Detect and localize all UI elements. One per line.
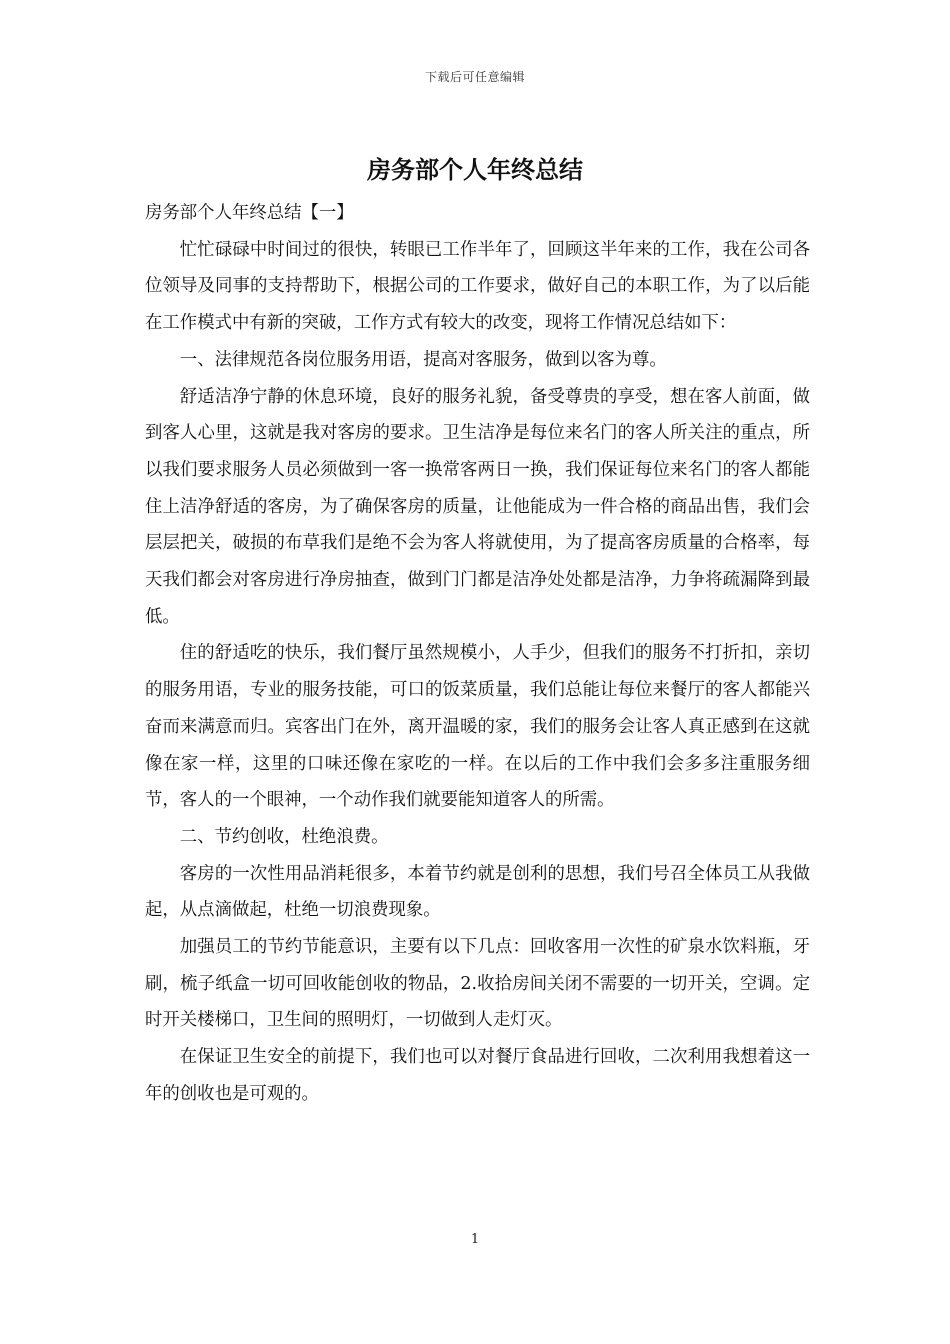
document-body	[145, 195, 810, 1113]
body-paragraph: 忙忙碌碌中时间过的很快，转眼已工作半年了，回顾这半年来的工作，我在公司各位领导及同事的支持帮助下，根据公司的工作要求，做好自己的本职工作，为了以后能在工作模式中有新的突破，工作方式有较大的改变，现将工作情况总结如下：	[145, 239, 810, 334]
body-paragraph: 舒适洁净宁静的休息环境，良好的服务礼貌，备受尊贵的享受，想在客人前面，做到客人心里，这就是我对客房的要求。卫生洁净是每位来名门的客人所关注的重点，所以我们要求服务人员必须做到一客一换常客两日一换，我们保证每位来名门的客人都能住上洁净舒适的客房，为了确保客房的质量，让他能成为一件合格的商品出售，我们会层层把关，破损的布草我们是绝不会为客人将就使用，为了提高客房质量的合格率，每天我们都会对客房进行净房抽查，做到门门都是洁净处处都是洁净，力争将疏漏降到最低。	[145, 386, 810, 627]
body-paragraph: 客房的一次性用品消耗很多，本着节约就是创利的思想，我们号召全体员工从我做起，从点滴做起，杜绝一切浪费现象。	[145, 863, 810, 921]
subsection-heading: 一、法律规范各岗位服务用语，提高对客服务，做到以客为尊。	[179, 349, 667, 370]
section-heading: 房务部个人年终总结【一】	[145, 203, 354, 223]
page-number: 1	[470, 1232, 480, 1247]
body-paragraph: 住的舒适吃的快乐，我们餐厅虽然规模小，人手少，但我们的服务不打折扣，亲切的服务用语，专业的服务技能，可口的饭菜质量，我们总能让每位来餐厅的客人都能兴奋而来满意而归。宾客出门在外，离开温暖的家，我们的服务会让客人真正感到在这就像在家一样，这里的口味还像在家吃的一样。在以后的工作中我们会多多注重服务细节，客人的一个眼神，一个动作我们就要能知道客人的所需。	[145, 643, 810, 811]
body-paragraph: 加强员工的节约节能意识，主要有以下几点：回收客用一次性的矿泉水饮料瓶，牙刷，梳子纸盒一切可回收能创收的物品，2.收拾房间关闭不需要的一切开关，空调。定时开关楼梯口，卫生间的照明灯，一切做到人走灯灭。	[145, 937, 810, 1031]
document-title: 房务部个人年终总结	[367, 155, 583, 184]
subsection-heading: 二、节约创收，杜绝浪费。	[179, 826, 389, 847]
header-note: 下载后可任意编辑	[424, 70, 525, 84]
body-paragraph: 在保证卫生安全的前提下，我们也可以对餐厅食品进行回收，二次利用我想着这一年的创收也是可观的。	[145, 1047, 810, 1104]
